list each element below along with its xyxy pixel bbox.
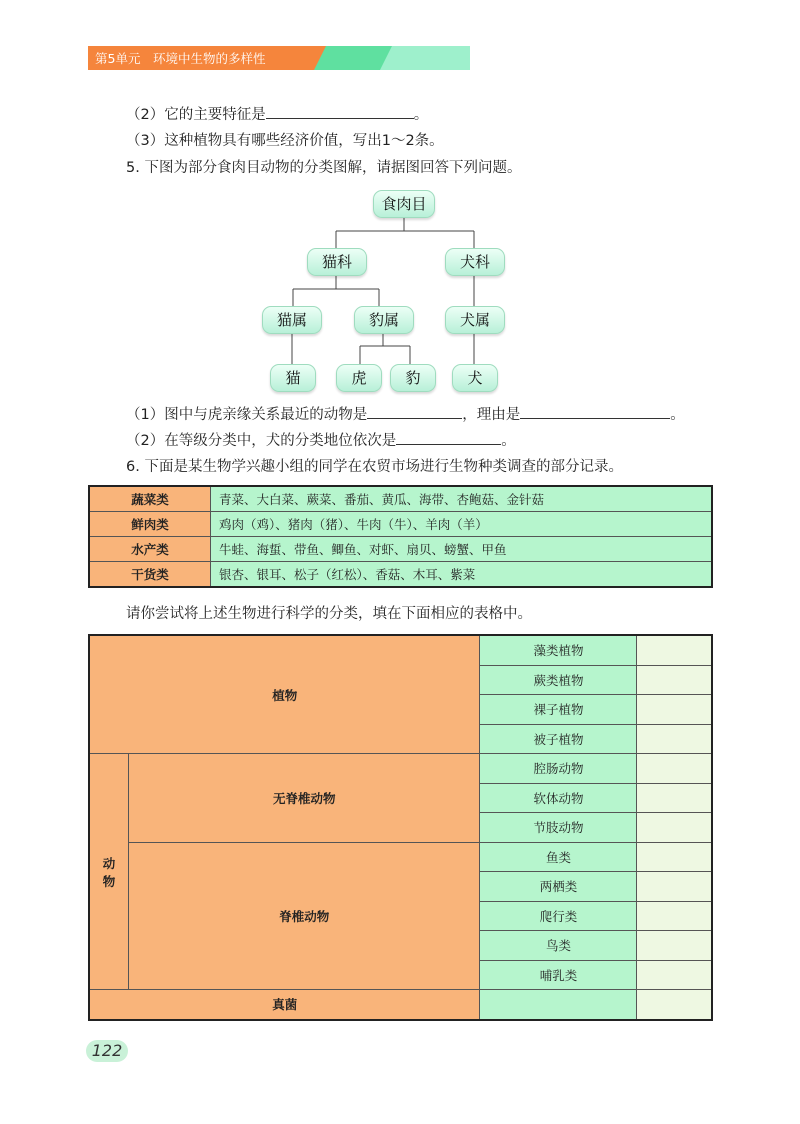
category-cell: 干货类 [89, 562, 211, 588]
invertebrate-group-cell: 腔肠动物 [480, 754, 637, 784]
answer-cell[interactable] [637, 695, 712, 725]
answer-cell[interactable] [637, 901, 712, 931]
items-cell: 青菜、大白菜、蕨菜、番茄、黄瓜、海带、杏鲍菇、金针菇 [211, 486, 713, 512]
q5-title: 5. 下图为部分食肉目动物的分类图解，请据图回答下列问题。 [126, 160, 522, 176]
q6-instruction: 请你尝试将上述生物进行科学的分类，填在下面相应的表格中。 [126, 606, 532, 622]
tree-node-felidae: 猫科 [307, 248, 367, 276]
answer-cell[interactable] [637, 635, 712, 665]
answer-cell[interactable] [637, 665, 712, 695]
tree-node-felis: 猫属 [262, 306, 322, 334]
category-cell: 蔬菜类 [89, 486, 211, 512]
answer-cell[interactable] [637, 813, 712, 843]
q5-2-blank[interactable] [396, 430, 501, 445]
fungi-group-cell[interactable] [480, 990, 637, 1020]
invertebrates-cell: 无脊椎动物 [129, 754, 480, 843]
q5-1-text: （1）图中与虎亲缘关系最近的动物是 [126, 407, 368, 423]
tree-node-canis: 犬属 [445, 306, 505, 334]
q5-2-text: （2）在等级分类中，犬的分类地位依次是 [126, 433, 397, 449]
plant-group-cell: 藻类植物 [480, 635, 637, 665]
answer-cell[interactable] [637, 990, 712, 1020]
tree-node-leopard: 豹 [390, 364, 436, 392]
answer-cell[interactable] [637, 783, 712, 813]
vertebrates-cell: 脊椎动物 [129, 842, 480, 990]
table-row [89, 990, 712, 1020]
q5-2-line [126, 430, 516, 451]
tree-node-dog: 犬 [452, 364, 498, 392]
category-cell: 水产类 [89, 537, 211, 562]
plant-group-cell: 蕨类植物 [480, 665, 637, 695]
vertebrate-group-cell: 鸟类 [480, 931, 637, 961]
q5-1-blank-animal[interactable] [367, 404, 462, 419]
answer-cell[interactable] [637, 931, 712, 961]
table-row [89, 562, 712, 588]
q2-text: （2）它的主要特征是 [126, 107, 266, 123]
market-survey-table [88, 485, 713, 588]
table-row [89, 512, 712, 537]
q5-1-line [126, 404, 685, 425]
vertebrate-group-cell: 哺乳类 [480, 960, 637, 990]
fungi-cell: 真菌 [89, 990, 480, 1020]
category-cell: 鲜肉类 [89, 512, 211, 537]
animals-cell: 动物 [89, 754, 129, 990]
tree-node-cat: 猫 [270, 364, 316, 392]
items-cell: 鸡肉（鸡）、猪肉（猪）、牛肉（牛）、羊肉（羊） [211, 512, 713, 537]
tree-node-panthera: 豹属 [354, 306, 414, 334]
table-row [89, 537, 712, 562]
page-number: 122 [86, 1040, 128, 1062]
answer-cell[interactable] [637, 724, 712, 754]
plant-group-cell: 裸子植物 [480, 695, 637, 725]
answer-cell[interactable] [637, 842, 712, 872]
q2-end: 。 [413, 107, 429, 123]
vertebrate-group-cell: 爬行类 [480, 901, 637, 931]
table-row [89, 486, 712, 512]
items-cell: 牛蛙、海蜇、带鱼、鲫鱼、对虾、扇贝、螃蟹、甲鱼 [211, 537, 713, 562]
classification-table [88, 634, 713, 1021]
tree-node-tiger: 虎 [336, 364, 382, 392]
q3-line: （3）这种植物具有哪些经济价值，写出1～2条。 [126, 133, 444, 149]
vertebrate-group-cell: 鱼类 [480, 842, 637, 872]
table-row [89, 754, 712, 784]
unit-title: 第5单元 环境中生物的多样性 [95, 51, 266, 66]
vertebrate-group-cell: 两栖类 [480, 872, 637, 902]
q5-1-reason-label: ，理由是 [462, 407, 521, 423]
invertebrate-group-cell: 节肢动物 [480, 813, 637, 843]
plant-group-cell: 被子植物 [480, 724, 637, 754]
answer-cell[interactable] [637, 960, 712, 990]
answer-cell[interactable] [637, 754, 712, 784]
table-row [89, 842, 712, 872]
plants-cell: 植物 [89, 635, 480, 754]
q5-2-end: 。 [501, 433, 516, 449]
tree-node-carnivora: 食肉目 [373, 190, 435, 218]
answer-cell[interactable] [637, 872, 712, 902]
tree-node-canidae: 犬科 [445, 248, 505, 276]
items-cell: 银杏、银耳、松子（红松）、香菇、木耳、紫菜 [211, 562, 713, 588]
invertebrate-group-cell: 软体动物 [480, 783, 637, 813]
q6-title: 6. 下面是某生物学兴趣小组的同学在农贸市场进行生物种类调查的部分记录。 [126, 459, 623, 475]
q5-1-blank-reason[interactable] [520, 404, 670, 419]
q5-1-end: 。 [670, 407, 685, 423]
table-row [89, 635, 712, 665]
